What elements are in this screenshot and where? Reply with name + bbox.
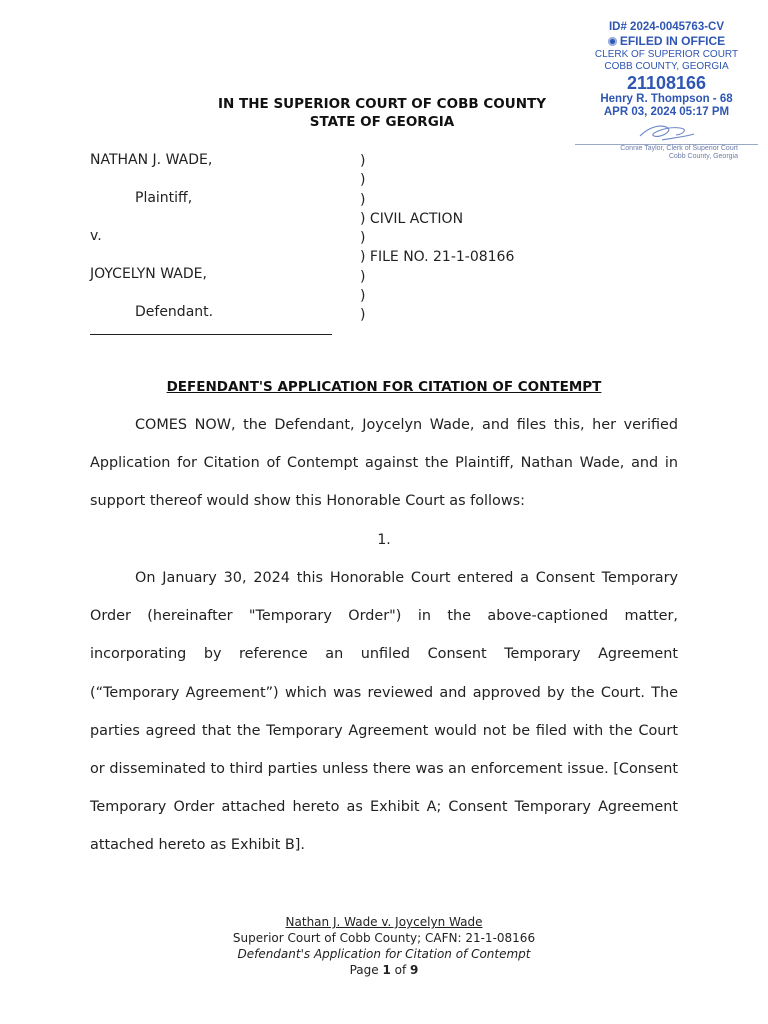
stamp-datetime: APR 03, 2024 05:17 PM (603, 106, 730, 118)
stamp-number: 21108166 (626, 73, 707, 93)
stamp-efiled (575, 34, 758, 49)
footer-doc: Defendant's Application for Citation of Contempt (237, 947, 531, 961)
stamp-efiled-label: EFILED IN OFFICE (619, 34, 726, 48)
caption-parentheses (360, 152, 514, 326)
file-number: ) FILE NO. 21-1-08166 (360, 249, 515, 266)
defendant-name: JOYCELYN WADE, (90, 266, 207, 282)
stamp-clerk-name: Connie Taylor, Clerk of Superior Court (620, 145, 738, 152)
plaintiff-role: Plaintiff, (135, 190, 193, 206)
caption-paren-line: ) (360, 153, 366, 169)
versus: v. (90, 228, 102, 244)
caption-paren-line: ) (360, 268, 366, 285)
caption-paren-line: ) (360, 307, 366, 324)
paragraph-1: On January 30, 2024 this Honorable Court entered a Consent Temporary Order (hereinafter "Temporary Order") in the above-captioned matter, incorporating by reference an unfiled Consent Temporary Agreement (“Temporary Agreement”) which was reviewed and approved by the Court. The parties agreed that the Temporary Agreement would not be filed with the Court or disseminated to third parties unless there was an enforcement issue. [Consent Temporary Order attached hereto as Exhibit A; Consent Temporary Agreement attached hereto as Exhibit B]. (90, 570, 678, 854)
plaintiff-name: NATHAN J. WADE, (90, 152, 213, 168)
page-current: 1 (382, 963, 391, 977)
page-total: 9 (410, 963, 419, 977)
court-heading-line2: STATE OF GEORGIA (309, 114, 455, 130)
caption-paren-line: ) (360, 288, 366, 305)
intro-paragraph: COMES NOW, the Defendant, Joycelyn Wade, and files this, her verified Application for Citation of Contempt against the Plaintiff, Nathan Wade, and in support thereof would show this Honorable Court as follows: (90, 417, 678, 510)
caption-paren-line: ) (360, 191, 366, 208)
caption-paren-line: ) (360, 230, 366, 247)
stamp-clerk-line2: COBB COUNTY, GEORGIA (604, 61, 729, 72)
caption-paren-line: ) (360, 172, 366, 189)
paragraph-number: 1. (377, 532, 391, 548)
stamp-clerk-line1: CLERK OF SUPERIOR COURT (594, 49, 739, 60)
page-mid: of (390, 963, 411, 977)
footer-case: Nathan J. Wade v. Joycelyn Wade (285, 915, 483, 929)
defendant-role: Defendant. (135, 304, 214, 320)
page-footer (0, 914, 768, 978)
seal-icon (608, 37, 617, 46)
civil-action-label: ) CIVIL ACTION (360, 210, 464, 227)
court-heading-line1: IN THE SUPERIOR COURT OF COBB COUNTY (218, 96, 546, 112)
caption-divider (90, 334, 332, 335)
court-heading (180, 95, 584, 131)
clerk-signature-icon (632, 120, 702, 144)
document-title: DEFENDANT'S APPLICATION FOR CITATION OF CONTEMPT (166, 379, 602, 395)
efiling-stamp (575, 20, 758, 161)
stamp-id: ID# 2024-0045763-CV (608, 21, 725, 33)
page-prefix: Page (349, 963, 383, 977)
stamp-judge: Henry R. Thompson - 68 (600, 93, 733, 105)
footer-court: Superior Court of Cobb County; CAFN: 21-1-08166 (232, 931, 536, 945)
stamp-clerk-county: Cobb County, Georgia (668, 153, 738, 160)
page-indicator (0, 962, 768, 978)
